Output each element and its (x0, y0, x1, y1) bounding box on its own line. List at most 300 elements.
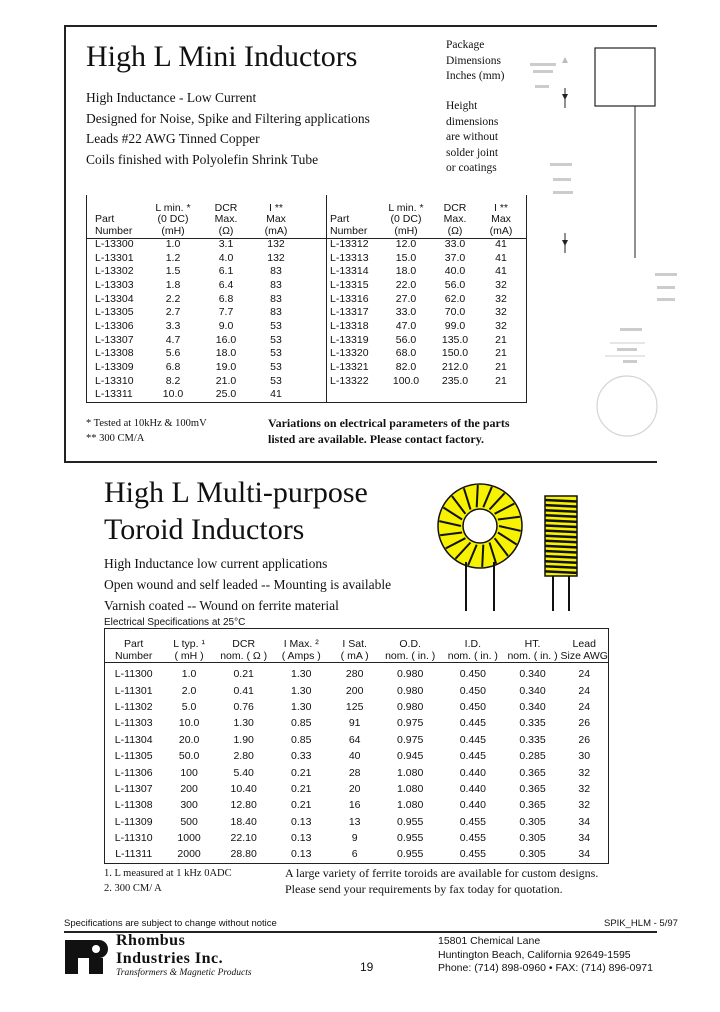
table-cell: 0.285 (519, 750, 546, 763)
note: 1. L measured at 1 kHz 0ADC (104, 868, 232, 879)
side-winding-wire (545, 515, 577, 517)
table-cell: 2.7 (165, 306, 181, 319)
table-cell: 0.980 (397, 700, 424, 713)
table-cell: 500 (180, 815, 198, 828)
mini-table-bottom (86, 402, 527, 403)
table-cell: 34 (578, 848, 591, 861)
col-imax: I ** Max (mA) (264, 201, 288, 237)
table-cell: 83 (270, 265, 282, 278)
table-cell: 0.975 (397, 717, 424, 730)
side-winding-wire (545, 566, 577, 568)
table-cell: 5.6 (165, 347, 181, 360)
table-cell: 21 (495, 347, 507, 360)
winding-wire (482, 545, 483, 567)
mini-feature: High Inductance - Low Current (86, 90, 257, 105)
table-cell: 56.0 (444, 278, 466, 291)
table-cell: 6.4 (218, 278, 234, 291)
table-cell: 0.305 (519, 848, 546, 861)
part-number-cell: L-13322 (330, 374, 369, 387)
arrow-head (562, 240, 568, 246)
mini-table-header (95, 196, 301, 237)
package-dims-label: Package Dimensions Inches (mm) (446, 39, 505, 82)
table-row (95, 347, 301, 361)
table-cell: 22.10 (230, 832, 257, 845)
table-cell: 26 (578, 717, 591, 730)
table-cell: 1.90 (233, 733, 254, 746)
package-drawing (505, 28, 680, 448)
toroid-illustration (430, 478, 605, 616)
table-cell: 40 (348, 750, 361, 763)
table-cell: 12.80 (230, 799, 257, 812)
table-cell: 41 (495, 265, 507, 278)
table-row (104, 797, 608, 813)
table-cell: 62.0 (444, 292, 466, 305)
table-cell: 24 (578, 700, 591, 713)
table-cell: 150.0 (441, 347, 469, 360)
part-number-cell: L-11301 (114, 684, 153, 697)
table-cell: 0.945 (397, 750, 424, 763)
table-cell: 53 (270, 333, 282, 346)
mini-table-header (330, 196, 524, 237)
table-cell: 280 (345, 668, 364, 681)
table-cell: 56.0 (395, 333, 417, 346)
table-row (104, 732, 608, 748)
table-cell: 0.365 (519, 766, 546, 779)
disclaimer: Specifications are subject to change without notice (64, 918, 277, 929)
table-cell: 32 (578, 799, 591, 812)
table-cell: 21 (495, 333, 507, 346)
side-winding-wire (545, 500, 577, 502)
variations-note: Variations on electrical parameters of the parts listed are available. Please contact factory. (268, 416, 510, 446)
toroid-hole (463, 509, 497, 543)
col-part: Part Number (95, 213, 133, 237)
mini-title: High L Mini Inductors (86, 40, 358, 73)
table-cell: 0.955 (397, 815, 424, 828)
table-cell: 21.0 (215, 374, 237, 387)
toroid-features (104, 553, 391, 616)
table-cell: 0.955 (397, 832, 424, 845)
table-cell: 0.455 (459, 848, 486, 861)
mini-table-right (330, 196, 524, 388)
table-cell: 6 (351, 848, 358, 861)
left-border (64, 25, 66, 463)
mini-notes (86, 416, 207, 446)
col-ltyp: L typ. ¹ ( mH ) (173, 638, 205, 662)
spec-caption: Electrical Specifications at 25°C (104, 617, 246, 628)
table-row (104, 814, 608, 830)
table-cell: 0.975 (397, 733, 424, 746)
col-lmin: L min. * (0 DC) (mH) (155, 201, 191, 237)
table-cell: 37.0 (444, 251, 466, 264)
part-number-cell: L-13301 (95, 251, 134, 264)
table-cell: 0.440 (459, 782, 486, 795)
side-winding-wire (545, 510, 577, 512)
table-cell: 0.445 (459, 717, 486, 730)
table-row (104, 764, 608, 780)
table-cell: 0.440 (459, 799, 486, 812)
part-number-cell: L-13311 (95, 388, 133, 401)
col-id: I.D. nom. ( in. ) (447, 638, 498, 662)
part-number-cell: L-13313 (330, 251, 369, 264)
part-number-cell: L-13303 (95, 278, 134, 291)
table-cell: 50.0 (178, 750, 200, 763)
part-number-cell: L-11311 (115, 848, 153, 861)
part-number-cell: L-13309 (95, 361, 134, 374)
table-cell: 4.0 (218, 251, 234, 264)
mini-table-divider (326, 195, 327, 403)
table-cell: 27.0 (395, 292, 417, 305)
table-cell: 100 (180, 766, 198, 779)
table-row (104, 781, 608, 797)
part-number-cell: L-11309 (114, 815, 153, 828)
table-cell: 0.980 (397, 668, 424, 681)
table-row (104, 699, 608, 715)
table-cell: 32 (495, 278, 507, 291)
toroid-table-body (104, 662, 608, 863)
table-cell: 21 (495, 374, 507, 387)
mini-feature: Leads #22 AWG Tinned Copper (86, 131, 260, 146)
table-cell: 0.85 (291, 733, 312, 746)
table-row (330, 278, 524, 292)
table-row (104, 748, 608, 764)
mini-table-left (95, 196, 301, 401)
company-address: 15801 Chemical Lane Huntington Beach, California 92649-1595 Phone: (714) 898-0960 • FAX: (714) 896-0971 (438, 935, 653, 974)
table-cell: 235.0 (441, 374, 469, 387)
table-row (330, 360, 524, 374)
table-cell: 212.0 (441, 361, 469, 374)
company-tagline: Transformers & Magnetic Products (116, 968, 252, 978)
col-od: O.D. nom. ( in. ) (385, 638, 436, 662)
height-note: Height dimensions are without solder joint or coatings (446, 100, 499, 174)
side-windings (545, 500, 577, 573)
page-number: 19 (360, 960, 374, 974)
part-number-cell: L-13302 (95, 265, 134, 278)
mini-table-border-right (526, 195, 527, 403)
table-cell: 0.445 (459, 750, 486, 763)
col-lead: Lead Size AWG (560, 638, 608, 662)
col-imax: I Max. ² ( Amps ) (281, 638, 321, 662)
table-cell: 0.41 (233, 684, 254, 697)
table-cell: 0.455 (459, 815, 486, 828)
faint-labels (530, 63, 677, 363)
part-number-cell: L-13305 (95, 306, 134, 319)
custom-design-note: A large variety of ferrite toroids are available for custom designs. Please send your requirements by fax today for quotation. (285, 866, 599, 896)
table-row (104, 830, 608, 846)
table-cell: 135.0 (441, 333, 469, 346)
table-cell: 9 (351, 832, 358, 845)
part-number-cell: L-11303 (114, 717, 153, 730)
table-cell: 53 (270, 319, 282, 332)
table-cell: 10.0 (178, 717, 200, 730)
side-winding-wire (545, 556, 577, 558)
table-cell: 18.0 (215, 347, 237, 360)
toroid-table-header (104, 633, 608, 662)
table-cell: 1.2 (165, 251, 181, 264)
table-cell: 2000 (177, 848, 201, 861)
table-cell: 1.30 (291, 700, 312, 713)
table-cell: 0.13 (291, 815, 312, 828)
table-cell: 2.0 (181, 684, 197, 697)
table-cell: 0.365 (519, 799, 546, 812)
mini-features (86, 88, 370, 170)
table-cell: 7.7 (218, 306, 234, 319)
table-cell: 18.0 (395, 265, 417, 278)
table-cell: 300 (180, 799, 198, 812)
table-cell: 1.5 (165, 265, 181, 278)
part-number-cell: L-13318 (330, 319, 369, 332)
col-dcr: DCR Max. (Ω) (214, 201, 238, 237)
part-number-cell: L-11307 (114, 782, 153, 795)
table-cell: 1.30 (291, 668, 312, 681)
table-cell: 2.80 (233, 750, 254, 763)
table-cell: 0.335 (519, 717, 546, 730)
table-cell: 3.3 (165, 319, 181, 332)
toroid-feature: Open wound and self leaded -- Mounting is available (104, 577, 392, 592)
table-cell: 3.1 (218, 237, 234, 250)
part-number-cell: L-13310 (95, 374, 134, 387)
part-number-cell: L-11305 (114, 750, 153, 763)
table-row (104, 666, 608, 682)
table-cell: 41 (495, 237, 507, 250)
table-cell: 22.0 (395, 278, 417, 291)
table-cell: 15.0 (395, 251, 417, 264)
table-cell: 32 (495, 306, 507, 319)
table-cell: 0.445 (459, 733, 486, 746)
mini-feature: Coils finished with Polyolefin Shrink Tube (86, 151, 319, 167)
note: ** 300 CM/A (86, 433, 145, 444)
table-cell: 0.455 (459, 832, 486, 845)
table-row (104, 846, 608, 862)
table-row (330, 319, 524, 333)
part-number-cell: L-11302 (114, 700, 153, 713)
table-cell: 13 (348, 815, 361, 828)
table-row (95, 333, 301, 347)
mini-table-border-left (86, 195, 87, 403)
table-cell: 100.0 (392, 374, 420, 387)
toroid-title: High L Multi-purpose Toroid Inductors (104, 476, 368, 546)
table-cell: 12.0 (395, 237, 417, 250)
table-cell: 0.305 (519, 815, 546, 828)
mini-table-body (95, 237, 301, 401)
table-cell: 32 (578, 782, 591, 795)
col-dcr: DCR Max. (Ω) (443, 201, 467, 237)
table-cell: 1.080 (397, 766, 424, 779)
col-isat: I Sat. ( mA ) (340, 638, 369, 662)
side-winding-wire (545, 551, 577, 553)
toroid-feature: High Inductance low current applications (104, 556, 328, 571)
part-number-cell: L-11310 (114, 832, 153, 845)
table-cell: 30 (578, 750, 591, 763)
table-cell: 34 (578, 832, 591, 845)
table-row (104, 682, 608, 698)
company-name: Rhombus Industries Inc. (116, 932, 224, 967)
doc-code: SPIK_HLM - 5/97 (604, 918, 678, 929)
rhombus-logo (63, 936, 111, 978)
table-cell: 16 (348, 799, 361, 812)
table-cell: 10.0 (162, 388, 184, 401)
part-number-cell: L-13304 (95, 292, 134, 305)
table-cell: 9.0 (218, 319, 234, 332)
table-row (330, 347, 524, 361)
table-row (95, 278, 301, 292)
part-number-cell: L-13315 (330, 278, 369, 291)
contact-line: Phone: (714) 898-0960 • FAX: (714) 896-0971 (438, 962, 653, 974)
top-rule (64, 25, 657, 27)
table-cell: 1000 (177, 832, 201, 845)
table-cell: 6.8 (165, 361, 181, 374)
table-cell: 18.40 (230, 815, 257, 828)
table-cell: 32 (495, 319, 507, 332)
table-cell: 0.365 (519, 782, 546, 795)
table-cell: 0.85 (291, 717, 312, 730)
table-cell: 68.0 (395, 347, 417, 360)
col-part: Part Number (115, 638, 153, 662)
table-cell: 24 (578, 684, 591, 697)
table-cell: 0.440 (459, 766, 486, 779)
end-view-circle (597, 376, 657, 436)
part-number-cell: L-13306 (95, 319, 134, 332)
table-cell: 132 (267, 237, 285, 250)
table-cell: 0.980 (397, 684, 424, 697)
col-ht: HT. nom. ( in. ) (507, 638, 558, 662)
table-row (95, 360, 301, 374)
table-cell: 1.30 (291, 684, 312, 697)
table-cell: 25.0 (215, 388, 237, 401)
table-cell: 0.76 (233, 700, 254, 713)
table-cell: 8.2 (165, 374, 181, 387)
table-cell: 1.0 (165, 237, 181, 250)
arrow-head (562, 94, 568, 100)
table-cell: 20.0 (178, 733, 200, 746)
table-row (330, 251, 524, 265)
side-winding-wire (545, 531, 577, 533)
table-cell: 5.0 (181, 700, 197, 713)
table-cell: 20 (348, 782, 361, 795)
table-cell: 6.8 (218, 292, 234, 305)
col-imax: I ** Max (mA) (489, 201, 513, 237)
table-row (95, 374, 301, 388)
table-cell: 1.8 (165, 278, 181, 291)
winding-wire (477, 485, 478, 507)
table-row (104, 715, 608, 731)
arrow-head (562, 57, 568, 63)
table-cell: 83 (270, 292, 282, 305)
toroid-table (104, 633, 608, 863)
table-row (330, 374, 524, 388)
table-row (330, 305, 524, 319)
part-number-cell: L-11304 (114, 733, 153, 746)
table-cell: 0.13 (291, 848, 312, 861)
side-winding-wire (545, 541, 577, 543)
table-cell: 0.450 (459, 700, 486, 713)
table-cell: 0.450 (459, 684, 486, 697)
table-cell: 4.7 (165, 333, 181, 346)
table-cell: 53 (270, 374, 282, 387)
part-number-cell: L-13300 (95, 237, 134, 250)
side-winding-wire (545, 520, 577, 522)
table-cell: 0.13 (291, 832, 312, 845)
table-cell: 1.080 (397, 782, 424, 795)
table-row (95, 305, 301, 319)
table-cell: 10.40 (230, 782, 257, 795)
toroid-table-bottom (104, 863, 609, 864)
table-cell: 2.2 (165, 292, 181, 305)
part-number-cell: L-13312 (330, 237, 369, 250)
table-cell: 40.0 (444, 265, 466, 278)
table-cell: 132 (267, 251, 285, 264)
side-winding-wire (545, 526, 577, 528)
table-cell: 125 (345, 700, 364, 713)
side-winding-wire (545, 546, 577, 548)
note: 2. 300 CM/ A (104, 883, 162, 894)
table-cell: 0.450 (459, 668, 486, 681)
table-cell: 0.21 (291, 766, 312, 779)
table-cell: 0.335 (519, 733, 546, 746)
side-winding-wire (545, 561, 577, 563)
mini-table-body (330, 237, 524, 388)
table-row (95, 292, 301, 306)
side-winding-wire (545, 571, 577, 573)
table-cell: 1.30 (233, 717, 254, 730)
table-cell: 70.0 (444, 306, 466, 319)
table-cell: 6.1 (218, 265, 234, 278)
table-cell: 28 (348, 766, 361, 779)
table-cell: 33.0 (395, 306, 417, 319)
table-cell: 0.340 (519, 684, 546, 697)
table-cell: 47.0 (395, 319, 417, 332)
part-number-cell: L-13319 (330, 333, 369, 346)
part-number-cell: L-11306 (114, 766, 153, 779)
table-row (330, 333, 524, 347)
part-number-cell: L-13314 (330, 265, 369, 278)
table-cell: 53 (270, 347, 282, 360)
table-row (330, 292, 524, 306)
table-cell: 91 (348, 717, 361, 730)
part-number-cell: L-13316 (330, 292, 369, 305)
table-cell: 83 (270, 278, 282, 291)
table-row (95, 264, 301, 278)
side-winding-wire (545, 505, 577, 507)
table-cell: 19.0 (215, 361, 237, 374)
toroid-feature: Varnish coated -- Wound on ferrite material (104, 598, 339, 613)
table-cell: 99.0 (444, 319, 466, 332)
table-cell: 41 (270, 388, 282, 401)
table-cell: 53 (270, 361, 282, 374)
table-cell: 32 (578, 766, 591, 779)
table-cell: 0.33 (291, 750, 312, 763)
table-cell: 64 (348, 733, 361, 746)
table-cell: 82.0 (395, 361, 417, 374)
part-number-cell: L-13321 (330, 361, 369, 374)
table-cell: 0.305 (519, 832, 546, 845)
note: * Tested at 10kHz & 100mV (86, 418, 207, 429)
part-number-cell: L-11300 (114, 668, 153, 681)
table-cell: 200 (180, 782, 198, 795)
table-cell: 5.40 (233, 766, 254, 779)
table-cell: 33.0 (444, 237, 466, 250)
table-cell: 16.0 (215, 333, 237, 346)
table-row (95, 251, 301, 265)
table-cell: 1.0 (181, 668, 197, 681)
table-row (330, 237, 524, 251)
toroid-table-border-right (608, 628, 609, 864)
table-cell: 0.340 (519, 700, 546, 713)
section-rule (64, 461, 657, 463)
part-number-cell: L-13317 (330, 306, 369, 319)
part-number-cell: L-11308 (114, 799, 153, 812)
table-cell: 1.080 (397, 799, 424, 812)
table-cell: 0.21 (291, 782, 312, 795)
